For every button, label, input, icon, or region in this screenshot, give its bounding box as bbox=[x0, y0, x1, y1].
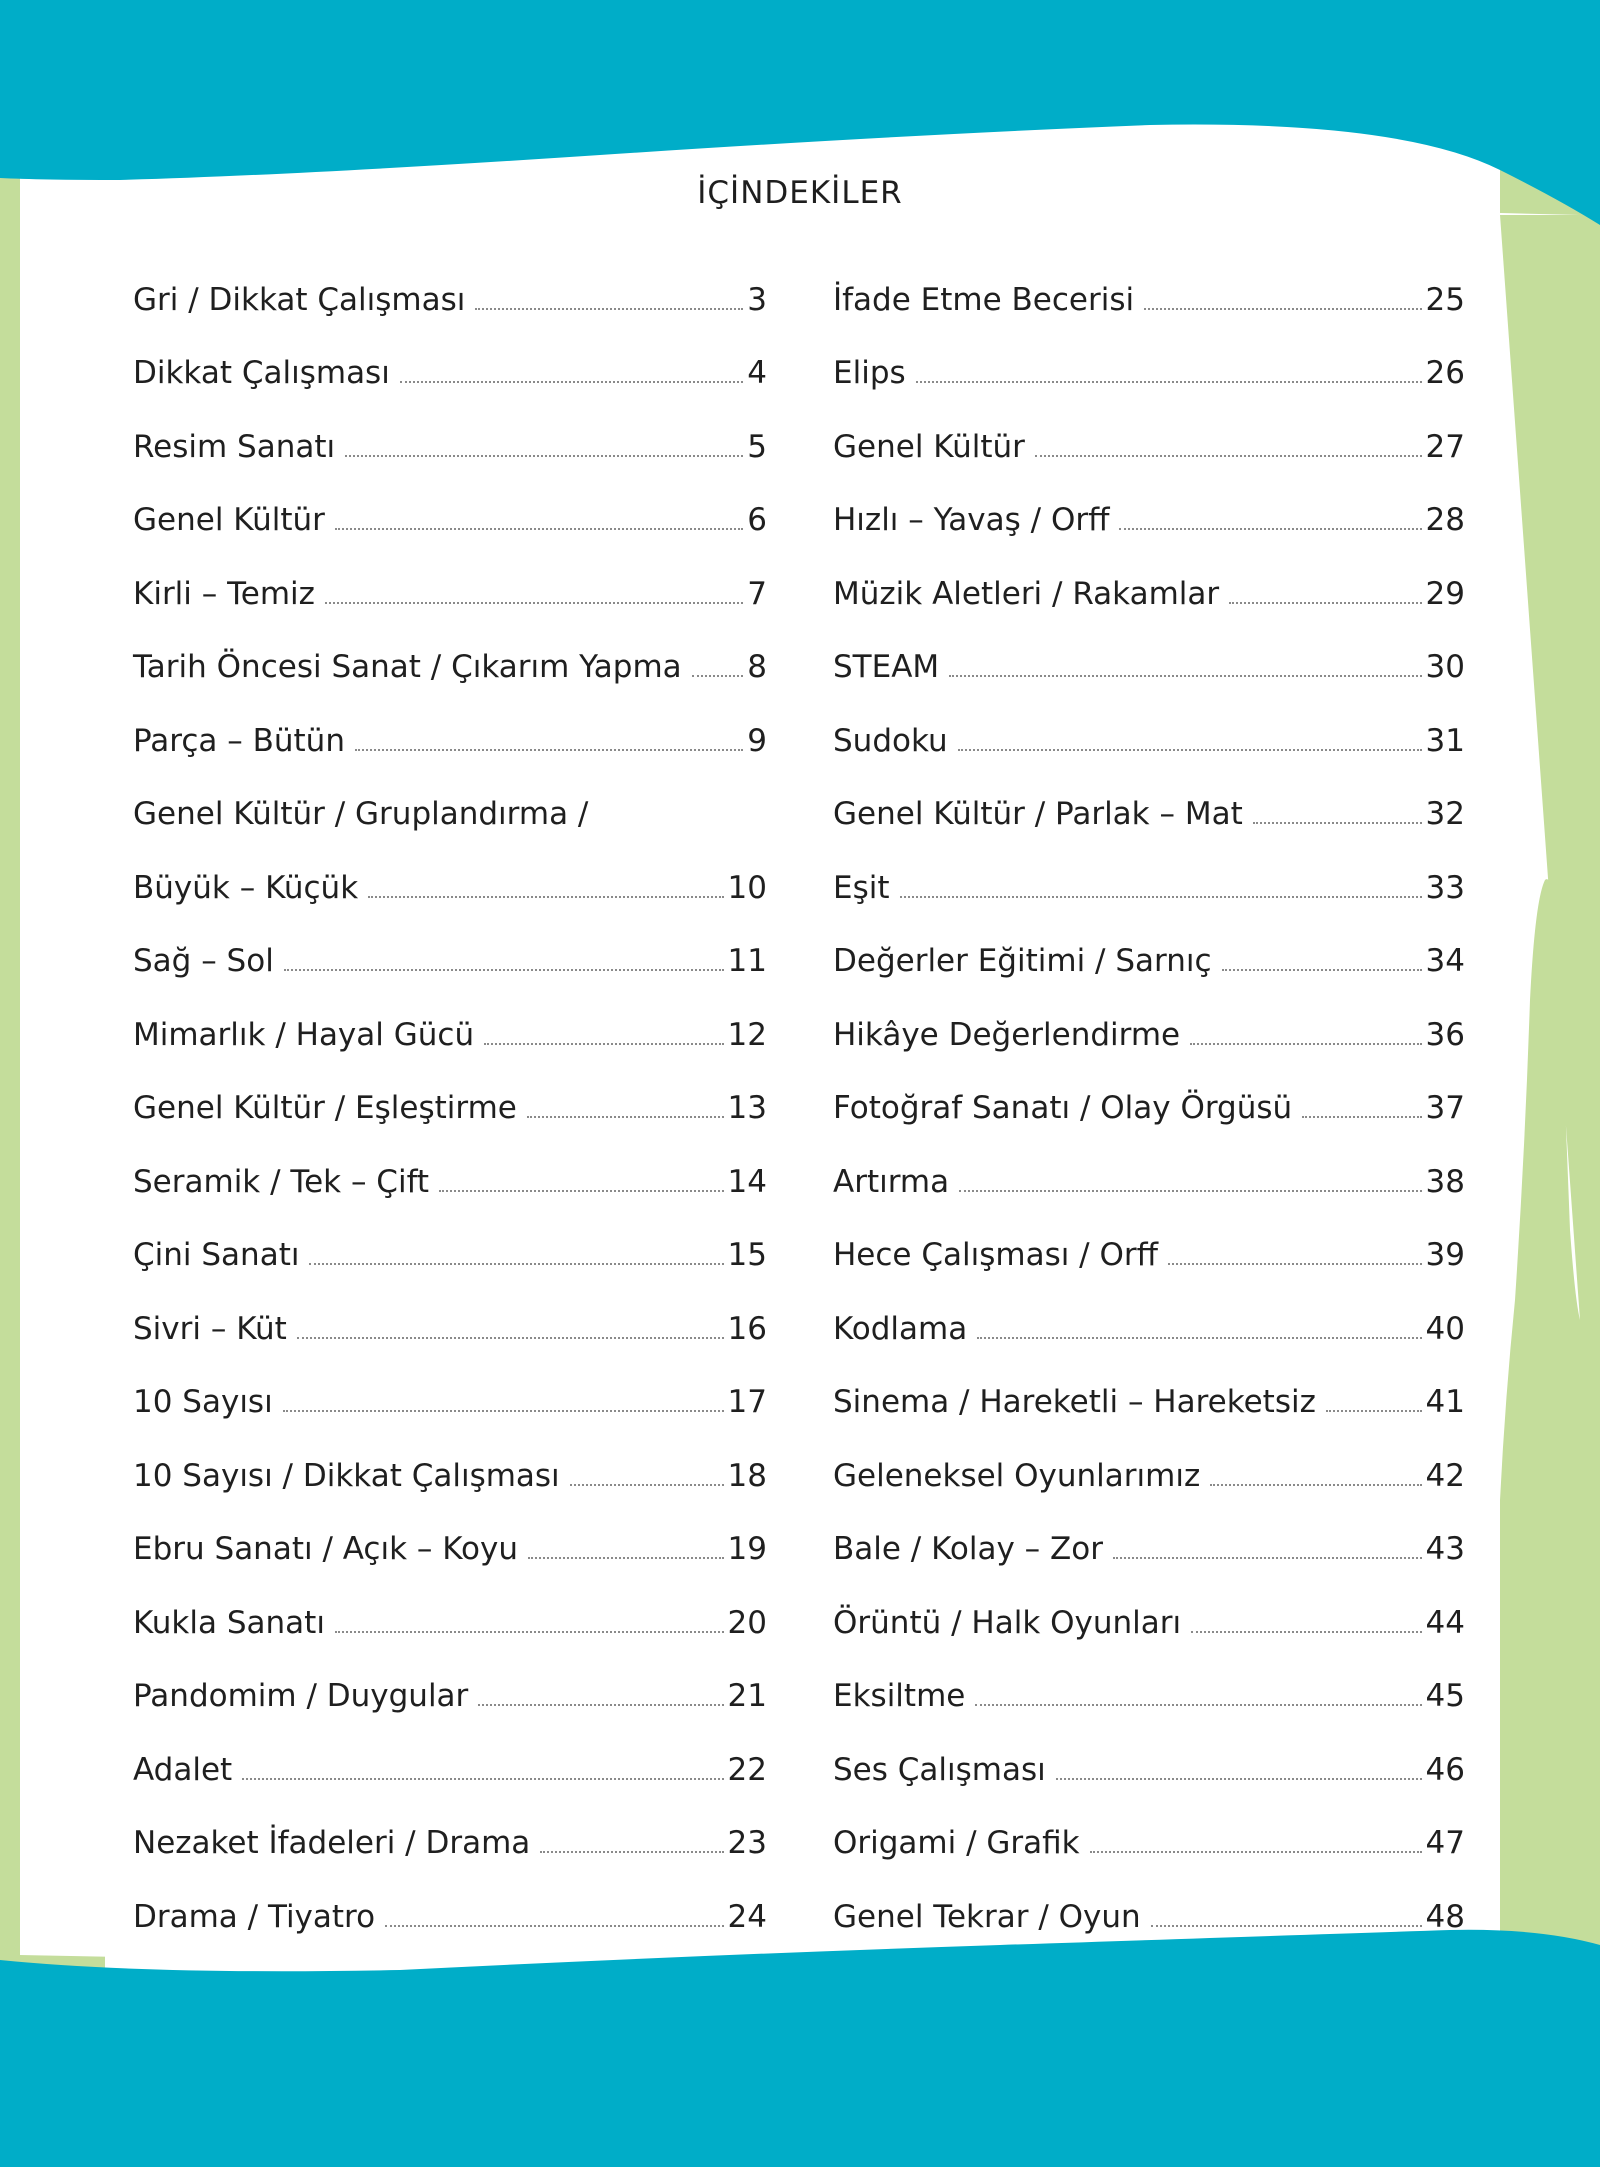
toc-dot-leader bbox=[528, 1557, 724, 1559]
toc-entry-label: 10 Sayısı bbox=[133, 1384, 273, 1420]
toc-entry-label: Hece Çalışması / Orff bbox=[833, 1237, 1158, 1273]
toc-row bbox=[133, 908, 767, 982]
toc-entry-page-number: 16 bbox=[727, 1310, 767, 1347]
toc-row bbox=[133, 1569, 767, 1643]
toc-entry-page-number: 24 bbox=[727, 1898, 767, 1935]
toc-dot-leader bbox=[1222, 969, 1422, 971]
toc-dot-leader bbox=[439, 1190, 723, 1192]
toc-entry-label: Kirli – Temiz bbox=[133, 575, 315, 612]
toc-entry-label: Adalet bbox=[133, 1751, 233, 1788]
toc-entry-label: Değerler Eğitimi / Sarnıç bbox=[833, 943, 1212, 979]
toc-entry-label: İfade Etme Becerisi bbox=[833, 281, 1135, 318]
toc-row bbox=[833, 1790, 1465, 1864]
toc-entry-label: Hızlı – Yavaş / Orff bbox=[833, 502, 1110, 538]
toc-row bbox=[133, 1055, 767, 1129]
toc-entry-page-number: 37 bbox=[1425, 1090, 1465, 1126]
toc-entry-page-number: 11 bbox=[727, 943, 767, 979]
toc-entry-page-number: 9 bbox=[747, 722, 767, 759]
toc-dot-leader bbox=[284, 969, 724, 971]
toc-row bbox=[133, 1349, 767, 1423]
toc-entry-page-number: 34 bbox=[1425, 943, 1465, 979]
toc-left-column bbox=[133, 246, 767, 1937]
toc-dot-leader bbox=[475, 308, 743, 310]
toc-dot-leader bbox=[900, 896, 1422, 898]
page-title: İÇİNDEKİLER bbox=[697, 175, 903, 211]
toc-dot-leader bbox=[1144, 308, 1421, 310]
left-white-gap bbox=[0, 0, 20, 1955]
toc-entry-label: Geleneksel Oyunlarımız bbox=[833, 1457, 1201, 1494]
toc-dot-leader bbox=[478, 1704, 723, 1706]
toc-row bbox=[133, 246, 767, 320]
toc-entry-page-number: 15 bbox=[727, 1237, 767, 1273]
toc-row bbox=[833, 761, 1465, 835]
toc-dot-leader bbox=[335, 528, 743, 530]
toc-row bbox=[133, 687, 767, 761]
toc-row bbox=[833, 1128, 1465, 1202]
toc-entry-label: Sağ – Sol bbox=[133, 943, 274, 979]
toc-entry-label: Genel Kültür bbox=[133, 502, 325, 538]
toc-entry-label: Sudoku bbox=[833, 722, 948, 759]
toc-entry-page-number: 21 bbox=[727, 1678, 767, 1714]
toc-dot-leader bbox=[484, 1043, 723, 1045]
toc-dot-leader bbox=[242, 1778, 723, 1780]
toc-dot-leader bbox=[297, 1337, 724, 1339]
toc-row bbox=[833, 467, 1465, 541]
toc-entry-page-number: 43 bbox=[1425, 1531, 1465, 1567]
toc-entry-page-number: 18 bbox=[727, 1457, 767, 1494]
toc-row bbox=[133, 320, 767, 394]
toc-dot-leader bbox=[959, 1190, 1421, 1192]
toc-dot-leader bbox=[309, 1263, 723, 1265]
toc-entry-label: Parça – Bütün bbox=[133, 722, 345, 759]
toc-row bbox=[133, 393, 767, 467]
toc-row bbox=[833, 1643, 1465, 1717]
toc-dot-leader bbox=[400, 381, 743, 383]
toc-entry-page-number: 6 bbox=[747, 502, 767, 538]
toc-entry-label: Kodlama bbox=[833, 1310, 968, 1347]
toc-dot-leader bbox=[355, 749, 743, 751]
toc-row bbox=[833, 834, 1465, 908]
toc-dot-leader bbox=[1035, 455, 1422, 457]
toc-row bbox=[133, 1716, 767, 1790]
toc-entry-label: Genel Kültür / Gruplandırma / bbox=[133, 796, 589, 832]
toc-row bbox=[133, 1790, 767, 1864]
toc-entry-page-number: 10 bbox=[727, 869, 767, 906]
toc-entry-page-number: 26 bbox=[1425, 355, 1465, 391]
toc-row bbox=[833, 1202, 1465, 1276]
toc-dot-leader bbox=[1119, 528, 1421, 530]
toc-entry-label: Resim Sanatı bbox=[133, 428, 336, 465]
toc-row bbox=[833, 908, 1465, 982]
toc-dot-leader bbox=[977, 1337, 1421, 1339]
toc-entry-label: Hikâye Değerlendirme bbox=[833, 1016, 1181, 1053]
toc-entry-page-number: 48 bbox=[1425, 1898, 1465, 1935]
toc-dot-leader bbox=[1302, 1116, 1421, 1118]
toc-dot-leader bbox=[916, 381, 1422, 383]
toc-row bbox=[133, 540, 767, 614]
toc-entry-label: Mimarlık / Hayal Gücü bbox=[133, 1016, 475, 1053]
toc-dot-leader bbox=[1113, 1557, 1422, 1559]
toc-entry-label: Gri / Dikkat Çalışması bbox=[133, 281, 466, 318]
toc-entry-label: Çini Sanatı bbox=[133, 1237, 300, 1273]
toc-dot-leader bbox=[1229, 602, 1421, 604]
toc-entry-page-number: 42 bbox=[1425, 1457, 1465, 1494]
toc-row bbox=[833, 320, 1465, 394]
toc-dot-leader bbox=[527, 1116, 724, 1118]
toc-dot-leader bbox=[385, 1925, 723, 1927]
toc-entry-page-number: 36 bbox=[1425, 1016, 1465, 1053]
toc-dot-leader bbox=[325, 602, 743, 604]
toc-row bbox=[133, 1863, 767, 1937]
toc-entry-page-number: 32 bbox=[1425, 796, 1465, 832]
toc-entry-page-number: 28 bbox=[1425, 502, 1465, 538]
toc-entry-label: Sinema / Hareketli – Hareketsiz bbox=[833, 1384, 1316, 1420]
bottom-teal-wave bbox=[0, 1930, 1600, 2167]
toc-entry-page-number: 29 bbox=[1425, 575, 1465, 612]
toc-dot-leader bbox=[368, 896, 723, 898]
toc-entry-label: Genel Kültür / Parlak – Mat bbox=[833, 796, 1243, 832]
toc-entry-page-number: 27 bbox=[1425, 428, 1465, 465]
toc-entry-page-number: 4 bbox=[747, 355, 767, 391]
toc-dot-leader bbox=[345, 455, 743, 457]
toc-entry-label: Eşit bbox=[833, 869, 890, 906]
toc-dot-leader bbox=[570, 1484, 724, 1486]
toc-entry-label: Genel Tekrar / Oyun bbox=[833, 1898, 1141, 1935]
toc-entry-label: Seramik / Tek – Çift bbox=[133, 1163, 430, 1200]
toc-entry-page-number: 47 bbox=[1425, 1825, 1465, 1861]
toc-entry-page-number: 33 bbox=[1425, 869, 1465, 906]
toc-row bbox=[133, 761, 767, 835]
toc-dot-leader bbox=[540, 1851, 723, 1853]
toc-row bbox=[833, 687, 1465, 761]
toc-row bbox=[833, 1569, 1465, 1643]
toc-dot-leader bbox=[975, 1704, 1421, 1706]
toc-dot-leader bbox=[1253, 822, 1422, 824]
toc-row bbox=[133, 834, 767, 908]
toc-dot-leader bbox=[1191, 1631, 1421, 1633]
toc-entry-label: Tarih Öncesi Sanat / Çıkarım Yapma bbox=[133, 649, 682, 685]
toc-row bbox=[833, 1422, 1465, 1496]
toc-entry-label: Ses Çalışması bbox=[833, 1751, 1046, 1788]
toc-entry-page-number: 41 bbox=[1425, 1384, 1465, 1420]
toc-entry-page-number: 46 bbox=[1425, 1751, 1465, 1788]
toc-entry-label: Eksiltme bbox=[833, 1678, 966, 1714]
toc-dot-leader bbox=[283, 1410, 724, 1412]
toc-dot-leader bbox=[1168, 1263, 1422, 1265]
toc-entry-page-number: 31 bbox=[1425, 722, 1465, 759]
toc-row bbox=[133, 614, 767, 688]
toc-dot-leader bbox=[1090, 1851, 1422, 1853]
toc-dot-leader bbox=[1056, 1778, 1422, 1780]
toc-row bbox=[133, 1275, 767, 1349]
toc-right-column bbox=[833, 246, 1465, 1937]
toc-entry-label: Pandomim / Duygular bbox=[133, 1678, 469, 1714]
toc-entry-page-number: 7 bbox=[747, 575, 767, 612]
toc-row bbox=[133, 1128, 767, 1202]
toc-entry-label: Elips bbox=[833, 355, 906, 391]
toc-row bbox=[833, 1496, 1465, 1570]
toc-row bbox=[833, 246, 1465, 320]
toc-entry-label: Nezaket İfadeleri / Drama bbox=[133, 1825, 531, 1861]
toc-entry-page-number: 17 bbox=[727, 1384, 767, 1420]
toc-entry-label: Fotoğraf Sanatı / Olay Örgüsü bbox=[833, 1090, 1293, 1126]
toc-row bbox=[833, 393, 1465, 467]
toc-entry-page-number: 14 bbox=[727, 1163, 767, 1200]
toc-entry-page-number: 38 bbox=[1425, 1163, 1465, 1200]
toc-entry-label: Artırma bbox=[833, 1163, 950, 1200]
toc-entry-label: Bale / Kolay – Zor bbox=[833, 1531, 1103, 1567]
toc-entry-page-number: 20 bbox=[727, 1604, 767, 1641]
toc-entry-page-number: 13 bbox=[727, 1090, 767, 1126]
toc-entry-page-number: 5 bbox=[747, 428, 767, 465]
toc-entry-label: Genel Kültür bbox=[833, 428, 1025, 465]
toc-dot-leader bbox=[335, 1631, 724, 1633]
toc-row bbox=[133, 467, 767, 541]
toc-entry-label: Müzik Aletleri / Rakamlar bbox=[833, 575, 1220, 612]
toc-dot-leader bbox=[1210, 1484, 1421, 1486]
toc-entry-page-number: 8 bbox=[747, 649, 767, 685]
toc-row bbox=[133, 1496, 767, 1570]
toc-dot-leader bbox=[1190, 1043, 1421, 1045]
toc-entry-page-number: 30 bbox=[1425, 649, 1465, 685]
toc-dot-leader bbox=[949, 675, 1421, 677]
toc-row bbox=[133, 1422, 767, 1496]
toc-row bbox=[833, 981, 1465, 1055]
toc-row bbox=[833, 1716, 1465, 1790]
toc-row bbox=[833, 1863, 1465, 1937]
toc-dot-leader bbox=[692, 675, 744, 677]
toc-entry-page-number: 39 bbox=[1425, 1237, 1465, 1273]
toc-dot-leader bbox=[1151, 1925, 1422, 1927]
toc-entry-page-number: 3 bbox=[747, 281, 767, 318]
toc-row bbox=[833, 1275, 1465, 1349]
toc-entry-page-number: 23 bbox=[727, 1825, 767, 1861]
toc-entry-label: STEAM bbox=[833, 649, 940, 685]
toc-entry-page-number: 40 bbox=[1425, 1310, 1465, 1347]
toc-entry-page-number: 25 bbox=[1425, 281, 1465, 318]
toc-dot-leader bbox=[1326, 1410, 1422, 1412]
toc-entry-label: Dikkat Çalışması bbox=[133, 355, 390, 391]
toc-entry-page-number: 44 bbox=[1425, 1604, 1465, 1641]
toc-row bbox=[833, 1349, 1465, 1423]
toc-entry-label: Kukla Sanatı bbox=[133, 1604, 325, 1641]
toc-row bbox=[133, 1202, 767, 1276]
toc-entry-label: Ebru Sanatı / Açık – Koyu bbox=[133, 1531, 518, 1567]
toc-entry-label: Origami / Grafik bbox=[833, 1825, 1080, 1861]
toc-entry-label: Genel Kültür / Eşleştirme bbox=[133, 1090, 517, 1126]
toc-dot-leader bbox=[598, 822, 763, 824]
toc-entry-page-number: 12 bbox=[727, 1016, 767, 1053]
toc-entry-page-number: 19 bbox=[727, 1531, 767, 1567]
toc-entry-label: 10 Sayısı / Dikkat Çalışması bbox=[133, 1457, 560, 1494]
toc-row bbox=[833, 540, 1465, 614]
toc-row bbox=[833, 614, 1465, 688]
toc-dot-leader bbox=[958, 749, 1422, 751]
toc-entry-page-number: 22 bbox=[727, 1751, 767, 1788]
toc-entry-label: Drama / Tiyatro bbox=[133, 1898, 376, 1935]
toc-row bbox=[133, 1643, 767, 1717]
toc-entry-label: Örüntü / Halk Oyunları bbox=[833, 1604, 1182, 1641]
toc-row bbox=[833, 1055, 1465, 1129]
toc-entry-label: Sivri – Küt bbox=[133, 1310, 287, 1347]
toc-row bbox=[133, 981, 767, 1055]
toc-entry-label: Büyük – Küçük bbox=[133, 869, 359, 906]
toc-entry-page-number: 45 bbox=[1425, 1678, 1465, 1714]
